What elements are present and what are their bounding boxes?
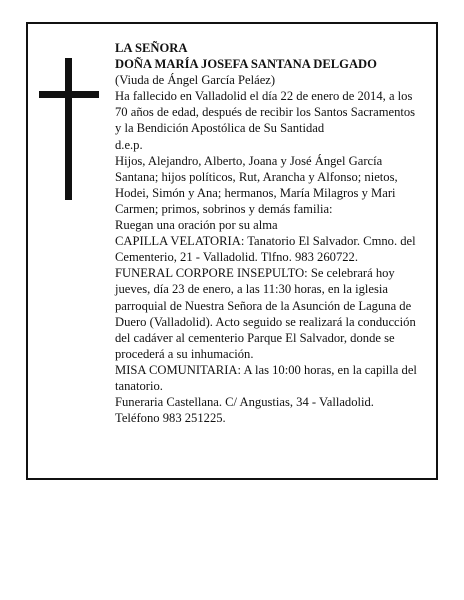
- cross-horizontal-bar: [39, 91, 99, 98]
- cross-vertical-bar: [65, 58, 72, 200]
- chapel-info: CAPILLA VELATORIA: Tanatorio El Salvador. Cmno. del Cementerio, 21 - Valladolid. Tlfno. 983 260722.: [115, 234, 416, 265]
- funeral-home-info: Funeraria Castellana. C/ Angustias, 34 - Valladolid. Teléfono 983 251225.: [115, 395, 374, 426]
- obituary-notice: [26, 22, 438, 480]
- funeral-info: FUNERAL CORPORE INSEPULTO: Se celebrará hoy jueves, día 23 de enero, a las 11:30 horas, en la iglesia parroquial de Nuestra Señora de la Asunción de Laguna de Duero (Valladolid). Acto seguido se realizará la conducción del cadáver al cementerio Parque El Salvador, donde se procederá a su inhumación.: [115, 266, 416, 361]
- mass-info: MISA COMUNITARIA: A las 10:00 horas, en la capilla del tanatorio.: [115, 362, 417, 393]
- deceased-name: DOÑA MARÍA JOSEFA SANTANA DELGADO: [115, 57, 377, 72]
- prayer-request: Ruegan una oración por su alma: [115, 218, 278, 233]
- death-announcement: Ha fallecido en Valladolid el día 22 de enero de 2014, a los 70 años de edad, después de recibir los Santos Sacramentos y la Bendición Apostólica de Su Santidad: [115, 89, 416, 136]
- notice-heading-title: LA SEÑORA: [115, 41, 188, 55]
- rip-line: d.e.p.: [115, 137, 143, 152]
- notice-text-block: [115, 40, 421, 426]
- cross-icon: [39, 58, 99, 200]
- widow-of-line: (Viuda de Ángel García Peláez): [115, 73, 276, 88]
- family-list: Hijos, Alejandro, Alberto, Joana y José Ángel García Santana; hijos políticos, Rut, Arancha y Alfonso; nietos, Hodei, Simón y Ana; hermanos, María Milagros y Mari Carmen; primos, sobrinos y demás familia:: [115, 153, 398, 216]
